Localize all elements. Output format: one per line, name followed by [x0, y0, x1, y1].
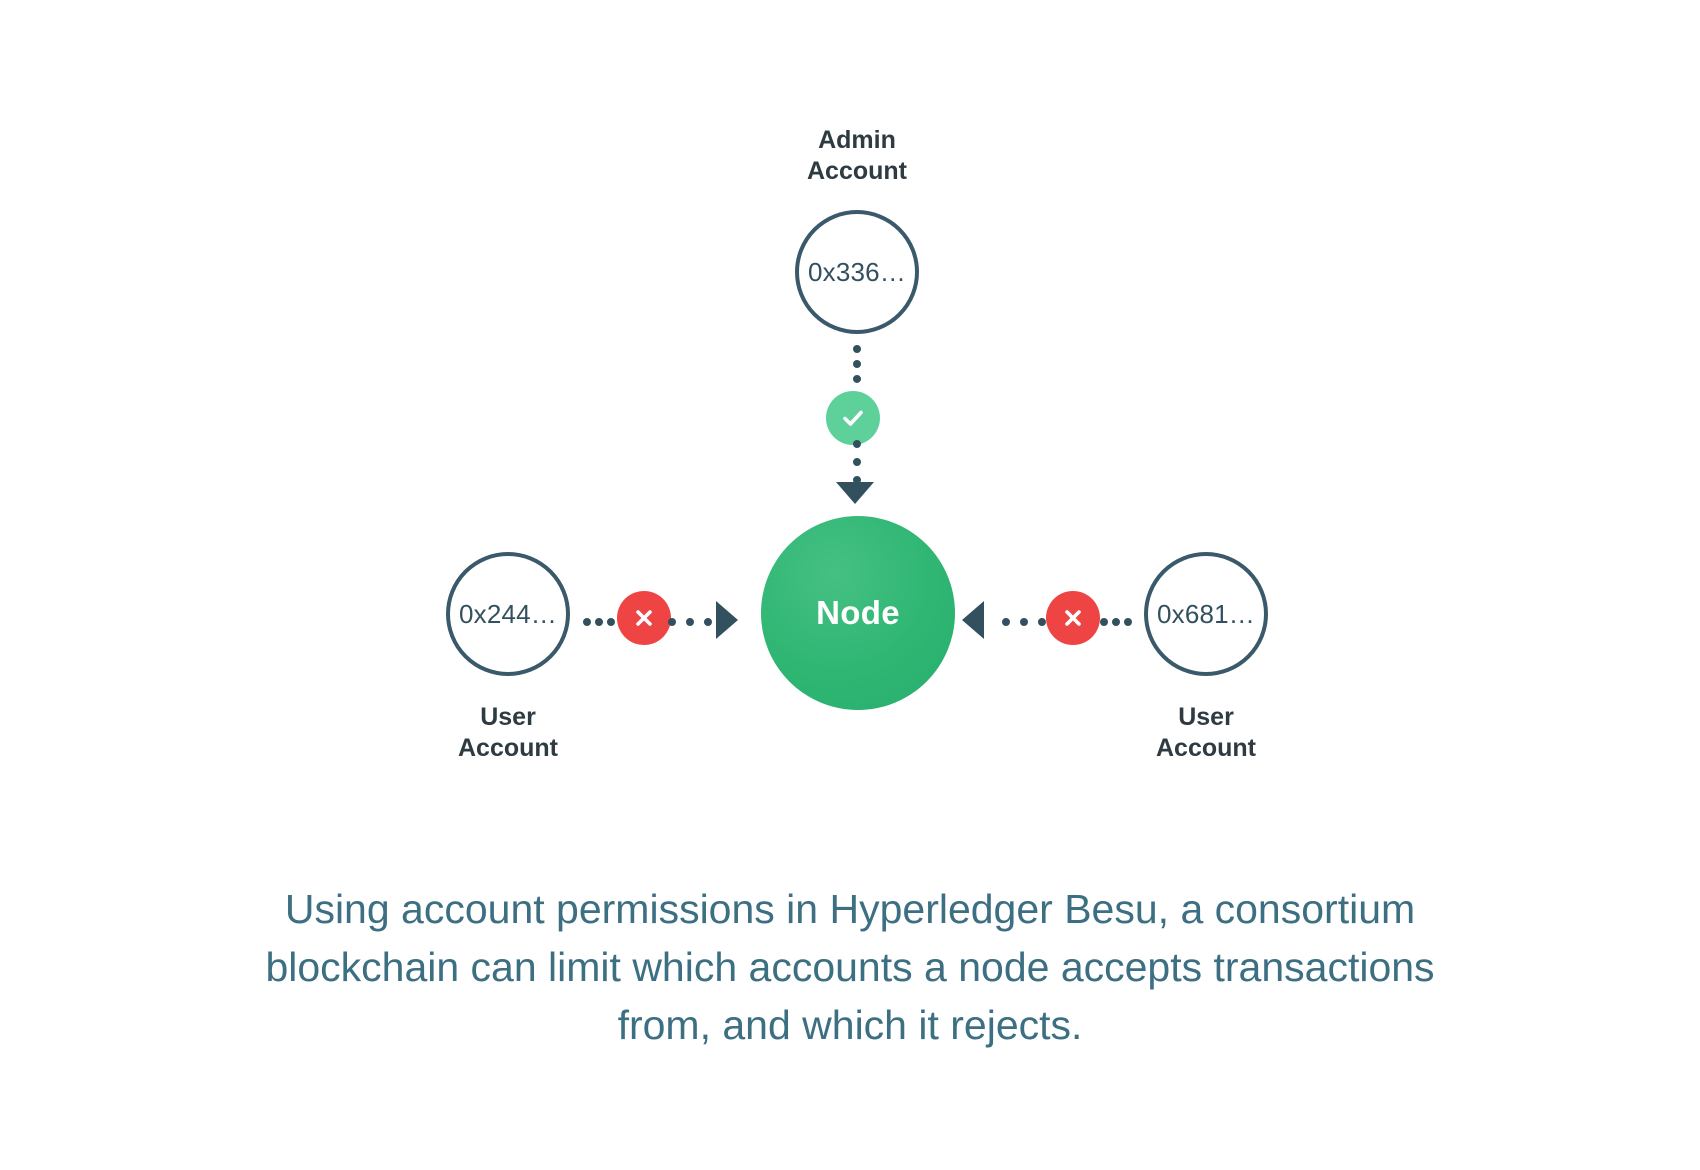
- node-circle: [761, 516, 955, 710]
- left-connector-outer: [583, 618, 615, 626]
- left-connector-inner: [668, 618, 712, 626]
- user-account-right-caption-line1: User: [1178, 703, 1234, 731]
- x-icon-right: [1046, 591, 1100, 645]
- admin-account-address: 0x336…: [807, 257, 907, 287]
- user-account-left-address: 0x244…: [458, 599, 558, 629]
- user-account-left-node: [446, 552, 570, 676]
- admin-connector-lower: [853, 440, 861, 484]
- right-connector-outer: [1100, 618, 1132, 626]
- x-icon-left: [617, 591, 671, 645]
- right-connector-inner: [1002, 618, 1046, 626]
- user-account-left-caption-line2: Account: [458, 733, 558, 762]
- arrow-right-icon: [716, 601, 738, 639]
- user-account-left-caption-line1: User: [480, 703, 536, 731]
- admin-account-node: [795, 210, 919, 334]
- user-account-right-address: 0x681…: [1156, 599, 1256, 629]
- check-icon: [826, 391, 880, 445]
- user-account-right-caption-line2: Account: [1156, 733, 1256, 762]
- admin-account-caption: [727, 125, 987, 186]
- node-label: Node: [816, 594, 900, 631]
- user-account-left-caption: [378, 702, 638, 763]
- admin-account-caption-line1: Admin: [818, 126, 896, 154]
- user-account-right-caption: [1076, 702, 1336, 763]
- user-account-right-node: [1144, 552, 1268, 676]
- admin-account-caption-line2: Account: [807, 156, 907, 185]
- arrow-down-icon: [836, 482, 874, 504]
- diagram-caption: Using account permissions in Hyperledger Besu, a consortium blockchain can limit which accounts a node accepts transactions from, and which it rejects.: [265, 886, 1435, 1049]
- arrow-left-icon: [962, 601, 984, 639]
- admin-connector-upper: [853, 345, 861, 383]
